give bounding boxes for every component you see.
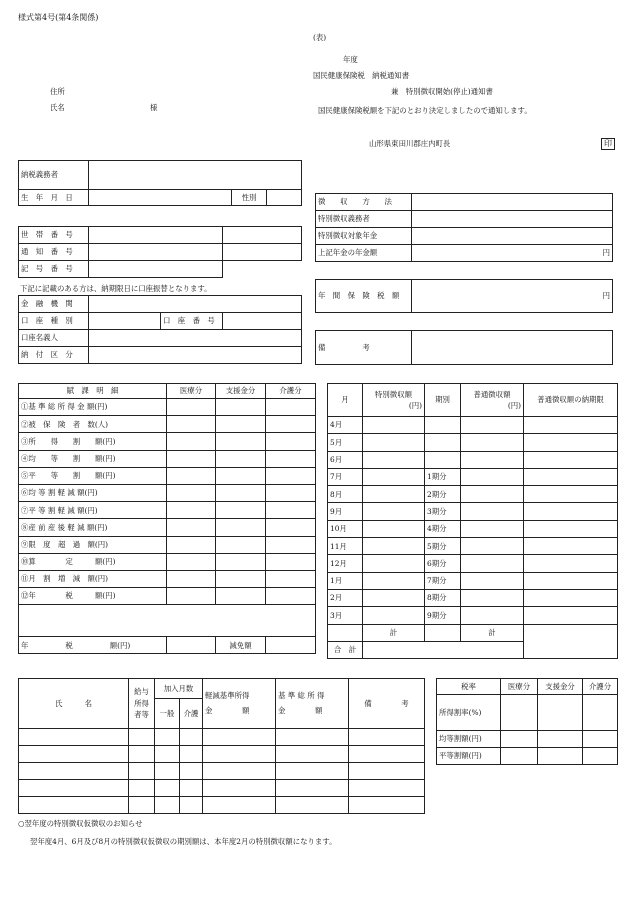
- ordinary-amount-cell: [461, 468, 524, 485]
- exemption-label: 減免額: [216, 637, 266, 654]
- assessment-row-label: ①基 準 総 所 得 金 額(円): [19, 399, 167, 416]
- assessment-header-1: 医療分: [167, 384, 216, 399]
- member-cell: [155, 763, 180, 780]
- special-amount-cell: [363, 503, 425, 520]
- rates-cell: [583, 695, 618, 731]
- account-holder-label: 口座名義人: [19, 330, 89, 347]
- schedule-period: 5期分: [425, 538, 461, 555]
- schedule-row: [328, 486, 618, 503]
- annual-tax-label: 年 間 保 険 税 額: [316, 280, 412, 313]
- household-no-label: 世 帯 番 号: [19, 227, 89, 244]
- special-amount-cell: [363, 572, 425, 589]
- member-cell: [19, 729, 129, 746]
- special-amount-cell: [363, 434, 425, 451]
- schedule-period: [425, 434, 461, 451]
- assessment-cell: [167, 467, 216, 484]
- member-cell: [180, 763, 203, 780]
- rates-row: [437, 731, 618, 748]
- assessment-row: [19, 484, 316, 501]
- assessment-cell: [167, 399, 216, 416]
- rates-cell: [501, 731, 538, 748]
- member-cell: [19, 763, 129, 780]
- member-cell: [349, 763, 425, 780]
- schedule-header-2: 期別: [425, 384, 461, 417]
- schedule-header-1: 特別徴収額 (円): [363, 384, 425, 417]
- ordinary-amount-cell: [461, 434, 524, 451]
- obligor-label: 特別徴収義務者: [316, 211, 412, 228]
- schedule-month: 5月: [328, 434, 363, 451]
- schedule-month: 9月: [328, 503, 363, 520]
- ordinary-amount-cell: [461, 555, 524, 572]
- assessment-cell: [216, 416, 266, 433]
- ordinary-amount-cell: [461, 451, 524, 468]
- members-table: [18, 678, 425, 814]
- rates-cell: [538, 695, 583, 731]
- assessment-cell: [266, 519, 316, 536]
- assessment-row-label: ⑤平 等 割 額(円): [19, 467, 167, 484]
- assessment-row: [19, 570, 316, 587]
- assessment-row: [19, 519, 316, 536]
- member-cell: [349, 746, 425, 763]
- pension-label: 特別徴収対象年金: [316, 228, 412, 245]
- due-date-cell: [524, 486, 618, 503]
- schedule-row: [328, 520, 618, 537]
- member-cell: [276, 746, 349, 763]
- member-cell: [155, 746, 180, 763]
- assessment-cell: [266, 416, 316, 433]
- member-cell: [19, 780, 129, 797]
- rates-header-3: 介護分: [583, 679, 618, 695]
- assessment-row: [19, 450, 316, 467]
- due-date-cell: [524, 434, 618, 451]
- account-no-label: 口 座 番 号: [161, 313, 223, 330]
- member-cell: [129, 780, 155, 797]
- enrolled-months-header: 加入月数: [155, 679, 203, 699]
- due-date-cell: [524, 468, 618, 485]
- ordinary-amount-cell: [461, 503, 524, 520]
- member-row: [19, 746, 425, 763]
- assessment-row: [19, 502, 316, 519]
- member-cell: [19, 746, 129, 763]
- annual-tax-table: [315, 279, 613, 313]
- account-type-label: 口 座 種 別: [19, 313, 89, 330]
- member-cell: [203, 746, 276, 763]
- rates-cell: [538, 731, 583, 748]
- special-amount-cell: [363, 451, 425, 468]
- schedule-period: [425, 417, 461, 434]
- due-date-cell: [524, 417, 618, 434]
- schedule-month: 12月: [328, 555, 363, 572]
- special-amount-cell: [363, 607, 425, 624]
- assessment-cell: [216, 484, 266, 501]
- assessment-cell: [266, 450, 316, 467]
- assessment-row: [19, 416, 316, 433]
- assessment-row: [19, 588, 316, 605]
- due-date-cell: [524, 572, 618, 589]
- schedule-header-0: 月: [328, 384, 363, 417]
- schedule-row: [328, 589, 618, 606]
- notice-subtitle: 兼 特別徴収開始(停止)通知書: [391, 87, 493, 96]
- assessment-cell: [167, 519, 216, 536]
- grand-total-label: 合 計: [328, 641, 363, 658]
- assessment-cell: [167, 433, 216, 450]
- member-cell: [19, 797, 129, 814]
- assessment-blank: [19, 605, 316, 637]
- sex-label: 性別: [232, 190, 267, 206]
- due-date-cell: [524, 589, 618, 606]
- payment-type-label: 納 付 区 分: [19, 347, 89, 364]
- assessment-row-label: ⑥均 等 割 軽 減 額(円): [19, 484, 167, 501]
- base-income-header: 基 準 総 所 得 金 額: [276, 679, 349, 729]
- assessment-row-label: ④均 等 割 額(円): [19, 450, 167, 467]
- symbol-no-label: 記 号 番 号: [19, 261, 89, 278]
- assessment-cell: [216, 536, 266, 553]
- rates-cell: [538, 748, 583, 765]
- schedule-row: [328, 607, 618, 624]
- schedule-month: 7月: [328, 468, 363, 485]
- bank-label: 金 融 機 関: [19, 296, 89, 313]
- schedule-month: 4月: [328, 417, 363, 434]
- rates-cell: [501, 695, 538, 731]
- assessment-cell: [216, 519, 266, 536]
- member-cell: [203, 797, 276, 814]
- assessment-cell: [216, 502, 266, 519]
- schedule-header-4: 普通徴収額の納期限: [524, 384, 618, 417]
- assessment-cell: [167, 553, 216, 570]
- assessment-cell: [266, 433, 316, 450]
- member-cell: [349, 780, 425, 797]
- issuer-name: 山形県東田川郡庄内町長: [369, 139, 451, 148]
- assessment-header-0: 賦 課 明 細: [19, 384, 167, 399]
- rates-row: [437, 748, 618, 765]
- schedule-month: 6月: [328, 451, 363, 468]
- assessment-cell: [266, 536, 316, 553]
- member-cell: [180, 780, 203, 797]
- schedule-row: [328, 555, 618, 572]
- assessment-row-label: ⑨限 度 超 過 額(円): [19, 536, 167, 553]
- assessment-cell: [266, 399, 316, 416]
- member-row: [19, 780, 425, 797]
- assessment-cell: [167, 536, 216, 553]
- assessment-cell: [266, 553, 316, 570]
- schedule-month: 3月: [328, 607, 363, 624]
- care-months-header: 介護: [180, 699, 203, 729]
- assessment-row-label: ②被 保 険 者 数(人): [19, 416, 167, 433]
- member-cell: [349, 729, 425, 746]
- special-amount-cell: [363, 468, 425, 485]
- notice-no-label: 通 知 番 号: [19, 244, 89, 261]
- assessment-row-label: ⑫年 税 額(円): [19, 588, 167, 605]
- due-date-cell: [524, 607, 618, 624]
- rates-table: [436, 678, 618, 765]
- collection-table: [315, 193, 613, 262]
- assessment-cell: [216, 570, 266, 587]
- member-cell: [276, 763, 349, 780]
- assessment-cell: [266, 502, 316, 519]
- schedule-month: 8月: [328, 486, 363, 503]
- subtotal-ordinary: 計: [461, 624, 524, 641]
- schedule-row: [328, 468, 618, 485]
- front-label: (表): [313, 33, 327, 42]
- assessment-row: [19, 467, 316, 484]
- member-cell: [203, 729, 276, 746]
- assessment-cell: [216, 450, 266, 467]
- assessment-cell: [216, 399, 266, 416]
- assessment-row: [19, 399, 316, 416]
- rates-header-1: 医療分: [501, 679, 538, 695]
- auto-debit-note: 下記に記載のある方は、納期限日に口座振替となります。: [20, 284, 212, 293]
- schedule-period: 9期分: [425, 607, 461, 624]
- assessment-row-label: ⑩算 定 額(円): [19, 553, 167, 570]
- rates-row: [437, 695, 618, 731]
- assessment-row-label: ⑦平 等 割 軽 減 額(円): [19, 502, 167, 519]
- rates-row-label: 均等割額(円): [437, 731, 501, 748]
- schedule-period: 6期分: [425, 555, 461, 572]
- due-date-cell: [524, 555, 618, 572]
- name-label: 氏名: [50, 103, 65, 112]
- assessment-header-3: 介護分: [266, 384, 316, 399]
- ordinary-amount-cell: [461, 520, 524, 537]
- schedule-period: 2期分: [425, 486, 461, 503]
- member-remarks-header: 備 考: [349, 679, 425, 729]
- assessment-row-label: ③所 得 割 額(円): [19, 433, 167, 450]
- birthdate-label: 生 年 月 日: [19, 190, 89, 206]
- collection-method-label: 徴 収 方 法: [316, 194, 412, 211]
- member-cell: [276, 797, 349, 814]
- footer-text: 翌年度4月、6月及び8月の特別徴収仮徴収の期別額は、本年度2月の特別徴収額になります。: [30, 837, 337, 846]
- schedule-period: 8期分: [425, 589, 461, 606]
- schedule-row: [328, 503, 618, 520]
- salary-header: 給与 所得 者等: [129, 679, 155, 729]
- schedule-month: 10月: [328, 520, 363, 537]
- member-cell: [349, 797, 425, 814]
- assessment-row-label: ⑪月 割 増 減 額(円): [19, 570, 167, 587]
- special-amount-cell: [363, 486, 425, 503]
- schedule-period: [425, 451, 461, 468]
- member-cell: [129, 763, 155, 780]
- schedule-period: 3期分: [425, 503, 461, 520]
- schedule-month: 11月: [328, 538, 363, 555]
- schedule-period: 4期分: [425, 520, 461, 537]
- schedule-month: 2月: [328, 589, 363, 606]
- ordinary-amount-cell: [461, 589, 524, 606]
- member-cell: [155, 780, 180, 797]
- pension-amount-yen: 円: [412, 245, 613, 262]
- schedule-row: [328, 572, 618, 589]
- special-amount-cell: [363, 417, 425, 434]
- assessment-cell: [216, 588, 266, 605]
- ordinary-amount-cell: [461, 486, 524, 503]
- assessment-row: [19, 536, 316, 553]
- address-label: 住所: [50, 87, 65, 96]
- member-row: [19, 729, 425, 746]
- assessment-cell: [266, 484, 316, 501]
- member-cell: [203, 780, 276, 797]
- special-amount-cell: [363, 555, 425, 572]
- member-cell: [129, 746, 155, 763]
- member-cell: [180, 797, 203, 814]
- member-cell: [155, 729, 180, 746]
- sex-value: [267, 190, 302, 206]
- notice-message: 国民健康保険税額を下記のとおり決定しましたので通知します。: [318, 106, 532, 115]
- taxpayer-value: [89, 161, 302, 190]
- general-months-header: 一般: [155, 699, 180, 729]
- notice-title: 国民健康保険税 納税通知書: [313, 71, 410, 80]
- schedule-table: [327, 383, 618, 659]
- ordinary-amount-cell: [461, 417, 524, 434]
- due-date-cell: [524, 503, 618, 520]
- assessment-cell: [266, 570, 316, 587]
- rates-row-label: 所得割率(%): [437, 695, 501, 731]
- ordinary-amount-cell: [461, 572, 524, 589]
- schedule-row: [328, 434, 618, 451]
- member-cell: [180, 729, 203, 746]
- member-cell: [276, 729, 349, 746]
- assessment-row-label: ⑧産 前 産 後 軽 減 額(円): [19, 519, 167, 536]
- assessment-header-2: 支援金分: [216, 384, 266, 399]
- footer-heading: ○翌年度の特別徴収仮徴収のお知らせ: [18, 819, 143, 828]
- member-cell: [129, 797, 155, 814]
- remarks-label: 備 考: [316, 331, 412, 365]
- birthdate-value: [89, 190, 232, 206]
- assessment-cell: [167, 450, 216, 467]
- member-row: [19, 797, 425, 814]
- schedule-period: 7期分: [425, 572, 461, 589]
- due-date-cell: [524, 451, 618, 468]
- assessment-cell: [266, 588, 316, 605]
- subtotal-special: 計: [363, 624, 425, 641]
- due-date-cell: [524, 520, 618, 537]
- schedule-row: [328, 538, 618, 555]
- member-cell: [155, 797, 180, 814]
- member-cell: [203, 763, 276, 780]
- assessment-cell: [216, 433, 266, 450]
- assessment-cell: [167, 502, 216, 519]
- schedule-row: [328, 451, 618, 468]
- assessment-row: [19, 553, 316, 570]
- schedule-row: [328, 417, 618, 434]
- taxpayer-table: [18, 160, 302, 206]
- assessment-cell: [216, 553, 266, 570]
- member-name-header: 氏 名: [19, 679, 129, 729]
- bank-table: [18, 295, 302, 364]
- fiscal-year-label: 年度: [343, 55, 358, 64]
- rates-cell: [583, 748, 618, 765]
- taxpayer-label: 納税義務者: [19, 161, 89, 190]
- assessment-row: [19, 433, 316, 450]
- schedule-header-3: 普通徴収額 (円): [461, 384, 524, 417]
- annual-tax-yen: 円: [412, 280, 613, 313]
- member-cell: [129, 729, 155, 746]
- special-amount-cell: [363, 538, 425, 555]
- assessment-table: [18, 383, 316, 654]
- member-row: [19, 763, 425, 780]
- rates-cell: [583, 731, 618, 748]
- assessment-cell: [167, 484, 216, 501]
- ordinary-amount-cell: [461, 538, 524, 555]
- remarks-table: [315, 330, 613, 365]
- rates-header-0: 税率: [437, 679, 501, 695]
- household-table: [18, 226, 302, 278]
- rates-cell: [501, 748, 538, 765]
- assessment-cell: [167, 570, 216, 587]
- assessment-cell: [266, 467, 316, 484]
- member-cell: [276, 780, 349, 797]
- rates-header-2: 支援金分: [538, 679, 583, 695]
- member-cell: [180, 746, 203, 763]
- assessment-cell: [167, 588, 216, 605]
- honorific: 様: [150, 103, 158, 112]
- reduction-income-header: 軽減基準所得 金 額: [203, 679, 276, 729]
- ordinary-amount-cell: [461, 607, 524, 624]
- special-amount-cell: [363, 520, 425, 537]
- special-amount-cell: [363, 589, 425, 606]
- annual-tax-row-label: 年 税 額(円): [19, 637, 167, 654]
- assessment-cell: [216, 467, 266, 484]
- schedule-month: 1月: [328, 572, 363, 589]
- schedule-period: 1期分: [425, 468, 461, 485]
- assessment-cell: [167, 416, 216, 433]
- pension-amount-label: 上記年金の年金額: [316, 245, 412, 262]
- due-date-cell: [524, 538, 618, 555]
- official-seal: 印: [601, 138, 615, 150]
- rates-row-label: 平等割額(円): [437, 748, 501, 765]
- form-number: 様式第4号(第4条関係): [18, 13, 99, 22]
